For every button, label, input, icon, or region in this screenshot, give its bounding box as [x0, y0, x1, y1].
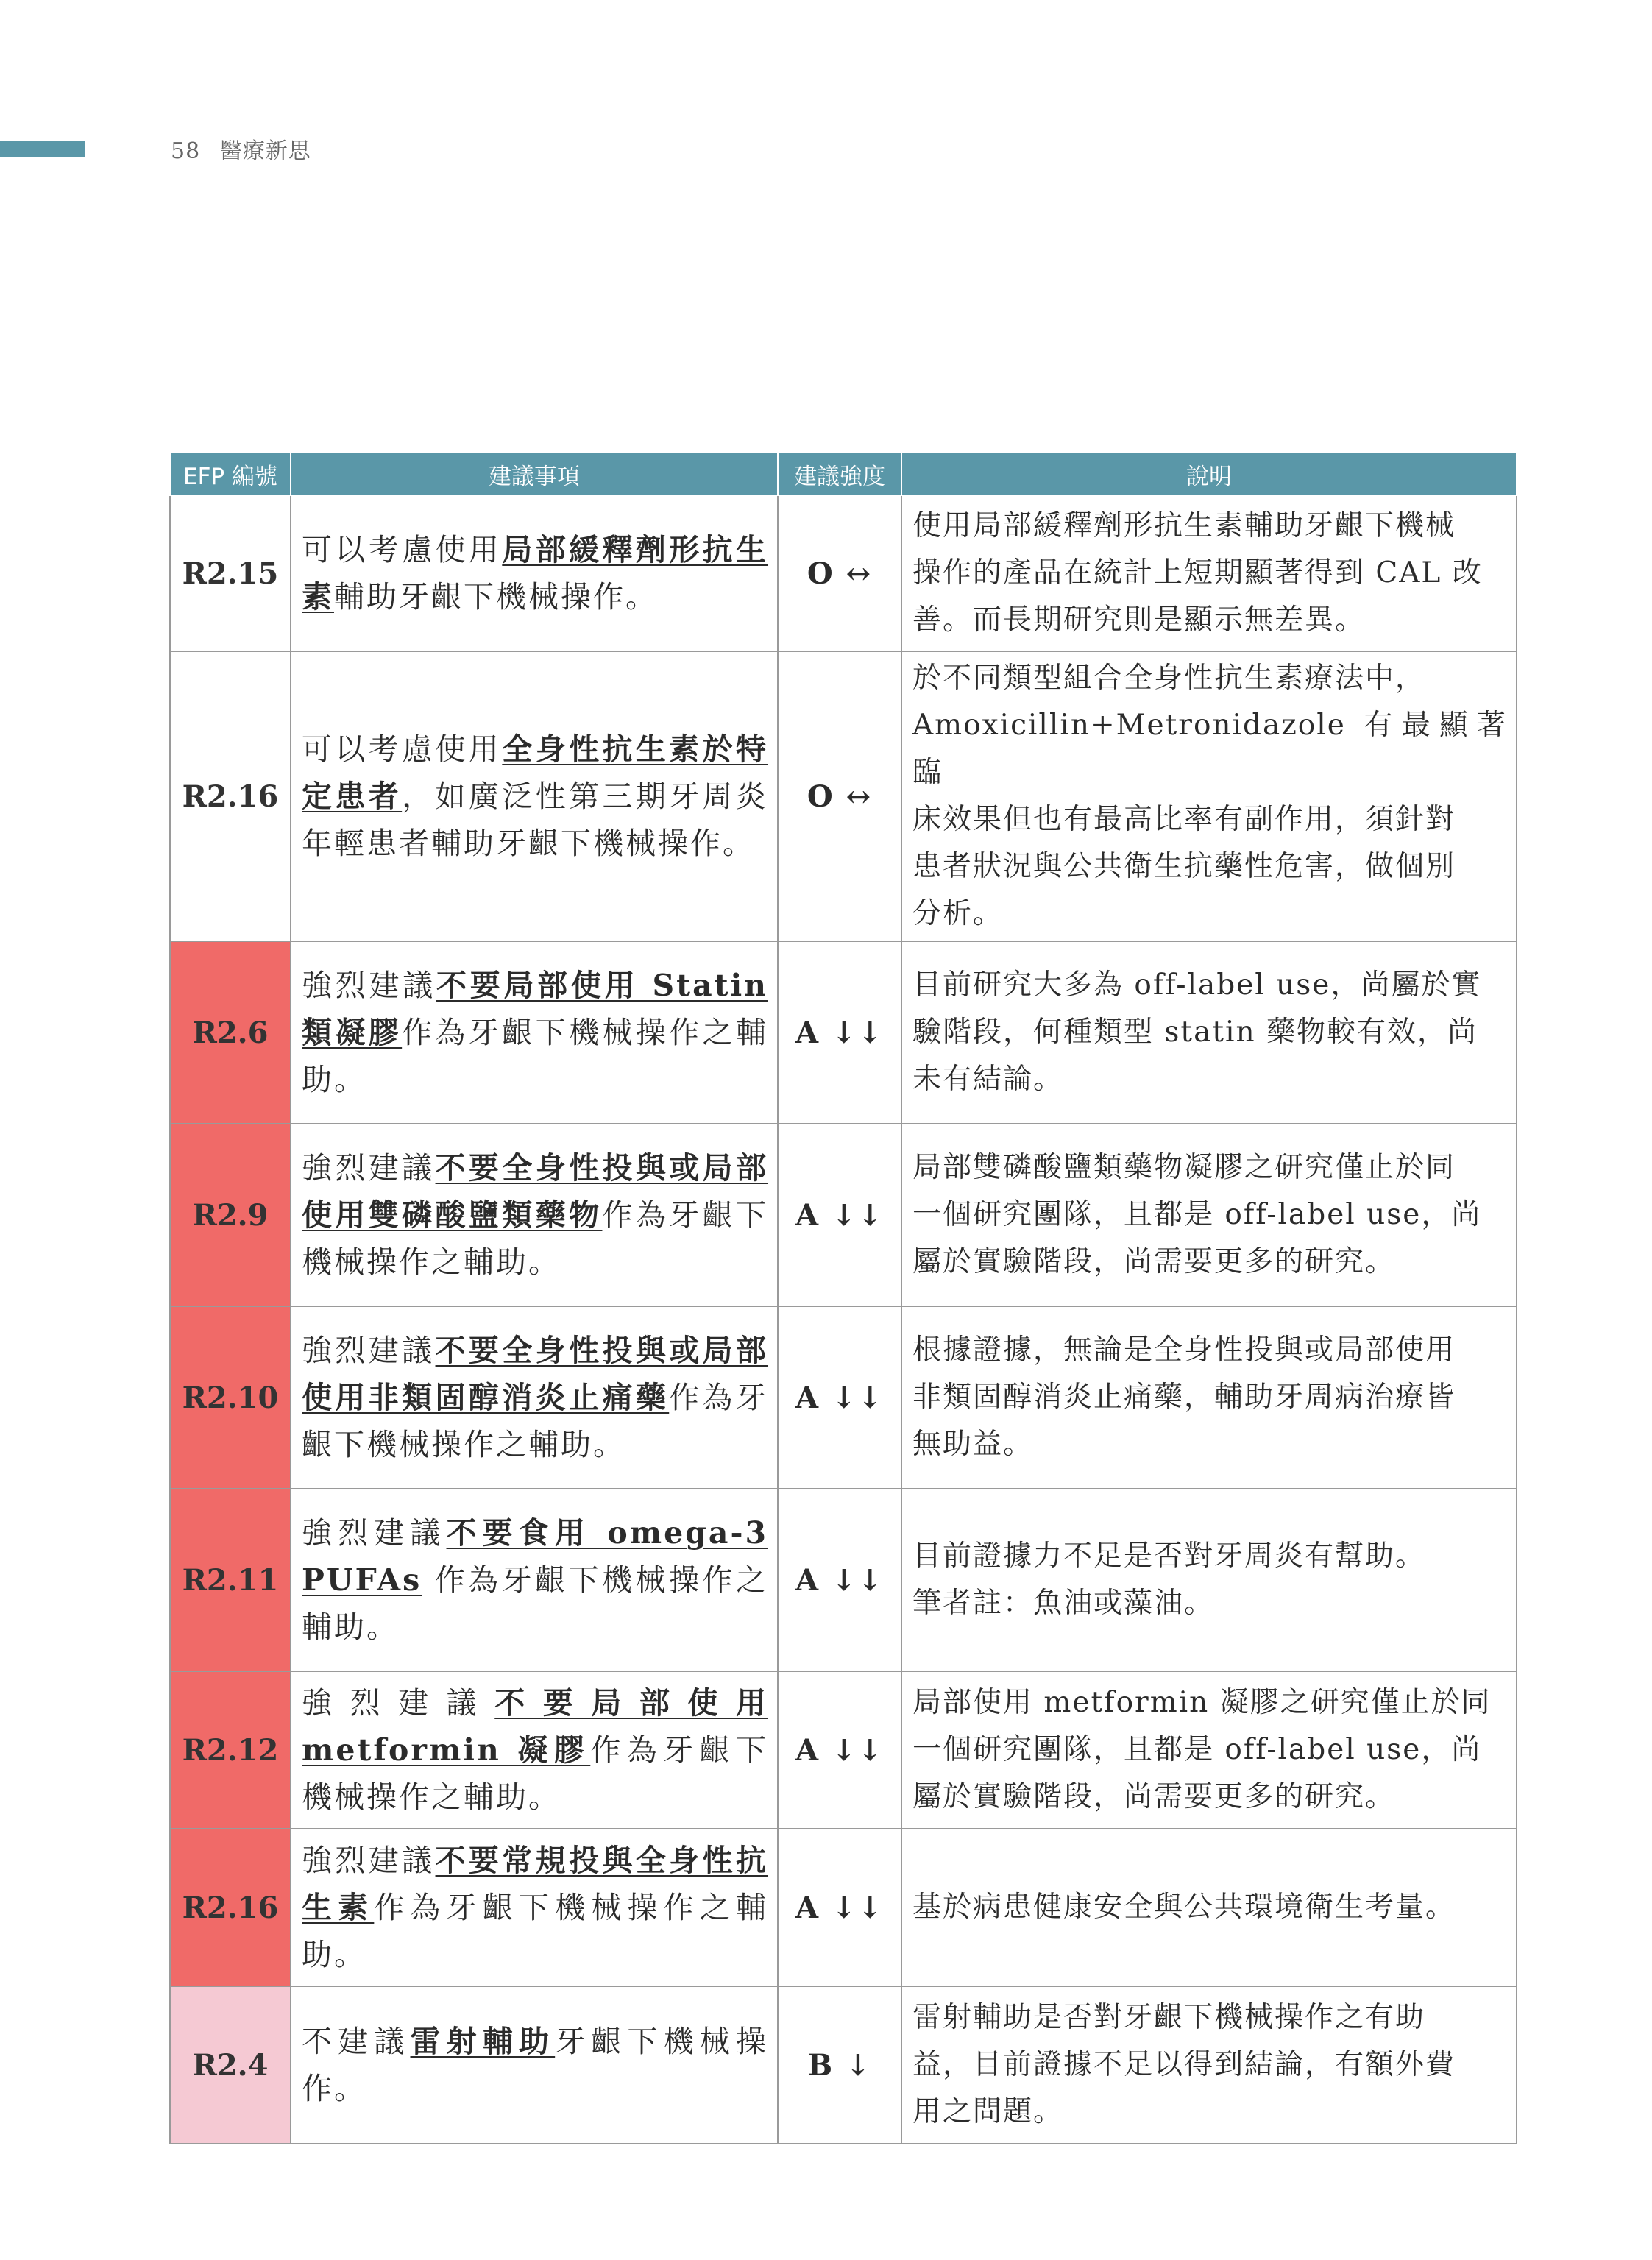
explanation-line: 屬於實驗階段，尚需要更多的研究。 — [912, 1780, 1396, 1813]
explanation-line: 一個研究團隊，且都是 off-label use，尚 — [912, 1733, 1482, 1766]
recommendation-text — [291, 1829, 778, 1986]
recommendation-text — [291, 1124, 778, 1306]
explanation-line: 非類固醇消炎止痛藥，輔助牙周病治療皆 — [912, 1381, 1456, 1414]
explanation-line: 根據證據，無論是全身性投與或局部使用 — [912, 1333, 1456, 1367]
recommendation-emphasis: 不要全身性投與或局部使用非類固醇消炎止痛藥 — [302, 1333, 769, 1415]
recommendation-segment: 作為牙齦下機械操作之輔助。 — [302, 1380, 769, 1462]
explanation-line: 操作的產品在統計上短期顯著得到 CAL 改 — [912, 556, 1483, 589]
recommendation-segment: 強烈建議 — [302, 1843, 436, 1878]
recommendation-text — [291, 1986, 778, 2144]
explanation-line: 基於病患健康安全與公共環境衛生考量。 — [912, 1891, 1456, 1924]
explanation-text — [901, 495, 1517, 651]
explanation-line: 筆者註：魚油或藻油。 — [912, 1587, 1215, 1620]
table-header-row — [170, 453, 1517, 495]
explanation-line: 一個研究團隊，且都是 off-label use，尚 — [912, 1198, 1482, 1231]
recommendation-id: R2.9 — [170, 1124, 291, 1306]
explanation-line: 目前研究大多為 off-label use，尚屬於實 — [912, 968, 1482, 1002]
table-row — [170, 495, 1517, 651]
explanation-line: 分析。 — [912, 897, 1004, 930]
strength-grade: A ↓↓ — [778, 1306, 901, 1489]
recommendation-text — [291, 1306, 778, 1489]
table-row — [170, 1829, 1517, 1986]
recommendation-id: R2.6 — [170, 941, 291, 1124]
strength-grade: A ↓↓ — [778, 1671, 901, 1829]
explanation-line: 目前證據力不足是否對牙周炎有幫助。 — [912, 1540, 1426, 1573]
recommendation-segment: 作為牙齦下機械操作之輔助。 — [302, 1732, 768, 1815]
header-accent-bar — [0, 141, 85, 157]
recommendation-segment: 作為牙齦下機械操作之輔助。 — [302, 1015, 769, 1097]
recommendation-text — [291, 651, 778, 941]
explanation-text — [901, 941, 1517, 1124]
page-number: 58 — [171, 138, 201, 164]
explanation-line: 無助益。 — [912, 1428, 1034, 1461]
recommendation-segment: ，如廣泛性第三期牙周炎年輕患者輔助牙齦下機械操作。 — [302, 779, 769, 861]
explanation-text — [901, 1986, 1517, 2144]
column-header-recommendation: 建議事項 — [291, 453, 778, 495]
explanation-line: 益，目前證據不足以得到結論，有額外費 — [912, 2048, 1456, 2081]
recommendation-segment: 牙齦下機械操作。 — [302, 2024, 769, 2106]
recommendation-segment: 強烈建議 — [302, 1150, 436, 1186]
recommendation-segment: 不建議 — [302, 2024, 411, 2059]
explanation-line: 用之問題。 — [912, 2095, 1064, 2128]
strength-grade: O ↔ — [778, 495, 901, 651]
section-title: 醫療新思 — [219, 138, 311, 164]
explanation-text — [901, 1829, 1517, 1986]
strength-grade: A ↓↓ — [778, 1829, 901, 1986]
recommendation-text — [291, 941, 778, 1124]
recommendation-emphasis: 不要局部使用 Statin 類凝膠 — [302, 968, 768, 1050]
recommendation-emphasis: 全身性抗生素於特定患者 — [302, 732, 769, 814]
explanation-line: 善。而長期研究則是顯示無差異。 — [912, 603, 1366, 637]
recommendation-table — [169, 452, 1517, 2144]
recommendation-segment: 強烈建議 — [302, 1685, 495, 1721]
recommendation-emphasis: 局部緩釋劑形抗生素 — [302, 532, 769, 614]
strength-grade: A ↓↓ — [778, 1489, 901, 1671]
recommendation-emphasis: 不要局部使用 metformin 凝膠 — [302, 1685, 769, 1768]
table-body — [170, 495, 1517, 2144]
explanation-line: Amoxicillin+Metronidazole 有最顯著臨 — [912, 709, 1507, 789]
running-header — [171, 132, 311, 165]
recommendation-id: R2.16 — [170, 1829, 291, 1986]
recommendation-id: R2.12 — [170, 1671, 291, 1829]
explanation-line: 局部雙磷酸鹽類藥物凝膠之研究僅止於同 — [912, 1151, 1456, 1184]
explanation-line: 於不同類型組合全身性抗生素療法中， — [912, 662, 1426, 695]
table-row — [170, 1306, 1517, 1489]
recommendation-segment: 作為牙齦下機械操作之輔助。 — [302, 1562, 768, 1645]
explanation-line: 屬於實驗階段，尚需要更多的研究。 — [912, 1245, 1396, 1278]
explanation-line: 雷射輔助是否對牙齦下機械操作之有助 — [912, 2001, 1426, 2034]
table-row — [170, 1986, 1517, 2144]
explanation-line: 局部使用 metformin 凝膠之研究僅止於同 — [912, 1686, 1492, 1719]
explanation-text — [901, 1671, 1517, 1829]
recommendation-segment: 輔助牙齦下機械操作。 — [334, 579, 658, 614]
table-row — [170, 941, 1517, 1124]
recommendation-id: R2.4 — [170, 1986, 291, 2144]
recommendation-text — [291, 1671, 778, 1829]
recommendation-id: R2.11 — [170, 1489, 291, 1671]
strength-grade: O ↔ — [778, 651, 901, 941]
recommendation-emphasis: 不要食用 omega-3 PUFAs — [302, 1515, 768, 1598]
recommendation-id: R2.15 — [170, 495, 291, 651]
recommendation-id: R2.16 — [170, 651, 291, 941]
table-row — [170, 1489, 1517, 1671]
recommendation-text — [291, 495, 778, 651]
table-row — [170, 1671, 1517, 1829]
strength-grade: A ↓↓ — [778, 1124, 901, 1306]
strength-grade: A ↓↓ — [778, 941, 901, 1124]
recommendation-segment: 作為牙齦下機械操作之輔助。 — [302, 1890, 769, 1972]
explanation-line: 使用局部緩釋劑形抗生素輔助牙齦下機械 — [912, 509, 1456, 542]
explanation-line: 患者狀況與公共衛生抗藥性危害，做個別 — [912, 850, 1456, 883]
recommendation-emphasis: 不要常規投與全身性抗生素 — [302, 1843, 769, 1925]
table-row — [170, 651, 1517, 941]
explanation-text — [901, 1489, 1517, 1671]
recommendation-text — [291, 1489, 778, 1671]
recommendation-segment: 作為牙齦下機械操作之輔助。 — [302, 1197, 769, 1280]
table-row — [170, 1124, 1517, 1306]
recommendation-segment: 強烈建議 — [302, 968, 437, 1003]
explanation-line: 未有結論。 — [912, 1063, 1064, 1096]
explanation-text — [901, 1124, 1517, 1306]
recommendation-segment: 可以考慮使用 — [302, 732, 503, 767]
explanation-text — [901, 651, 1517, 941]
explanation-line: 床效果但也有最高比率有副作用，須針對 — [912, 803, 1456, 836]
recommendation-emphasis: 不要全身性投與或局部使用雙磷酸鹽類藥物 — [302, 1150, 769, 1233]
recommendation-segment: 強烈建議 — [302, 1333, 436, 1368]
explanation-text — [901, 1306, 1517, 1489]
column-header-id: EFP 編號 — [170, 453, 291, 495]
recommendation-emphasis: 雷射輔助 — [410, 2024, 556, 2059]
strength-grade: B ↓ — [778, 1986, 901, 2144]
recommendation-segment: 強烈建議 — [302, 1515, 447, 1551]
recommendation-id: R2.10 — [170, 1306, 291, 1489]
column-header-explanation: 說明 — [901, 453, 1517, 495]
column-header-strength: 建議強度 — [778, 453, 901, 495]
recommendation-segment: 可以考慮使用 — [302, 532, 503, 567]
explanation-line: 驗階段，何種類型 statin 藥物較有效，尚 — [912, 1016, 1478, 1049]
